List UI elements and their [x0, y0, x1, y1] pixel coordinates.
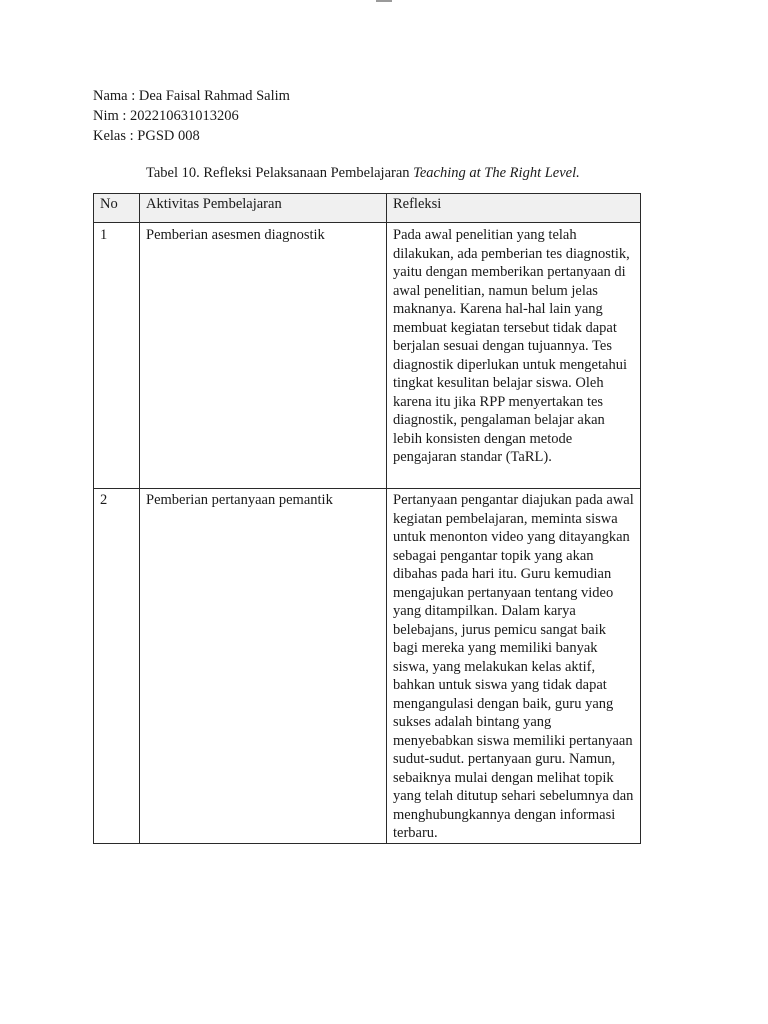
table-caption	[146, 163, 580, 183]
student-name: Nama : Dea Faisal Rahmad Salim	[93, 88, 290, 104]
table-caption-italic: Teaching at The Right Level.	[413, 165, 580, 181]
row-no: 1	[94, 223, 140, 489]
row-aktivitas: Pemberian asesmen diagnostik	[140, 223, 387, 489]
student-nim: Nim : 202210631013206	[93, 108, 239, 124]
table-caption-prefix: Tabel 10. Refleksi Pelaksanaan Pembelajaran	[146, 165, 414, 181]
row-aktivitas: Pemberian pertanyaan pemantik	[140, 489, 387, 844]
row-refleksi: Pertanyaan pengantar diajukan pada awal kegiatan pembelajaran, meminta siswa untuk menonton video yang ditayangkan sebagai pengantar topik yang akan dibahas pada hari itu. Guru kemudian mengajukan pertanyaan tentang video yang ditampilkan. Dalam karya belebajans, jurus pemicu sangat baik bagi mereka yang memiliki banyak siswa, yang melakukan kelas aktif, bahkan untuk siswa yang tidak dapat mengangulasi dengan baik, guru yang sukses adalah bintang yang menyebabkan siswa memiliki pertanyaan sudut-sudut. pertanyaan guru. Namun, sebaiknya mulai dengan melihat topik yang telah ditutup sehari sebelumnya dan menghubungkannya dengan informasi terbaru.	[387, 489, 641, 844]
table-row	[94, 489, 641, 844]
student-identity	[93, 86, 290, 146]
row-refleksi: Pada awal penelitian yang telah dilakukan, ada pemberian tes diagnostik, yaitu dengan memberikan pertanyaan di awal penelitian, namun belum jelas maknanya. Karena hal-hal lain yang membuat kegiatan tersebut tidak dapat berjalan sesuai dengan tujuannya. Tes diagnostik diperlukan untuk mengetahui tingkat kesulitan belajar siswa. Oleh karena itu jika RPP menyertakan tes diagnostik, pengalaman belajar akan lebih konsisten dengan metode pengajaran standar (TaRL).	[387, 223, 641, 489]
table-header-row	[94, 194, 641, 223]
header-refleksi: Refleksi	[387, 194, 641, 223]
header-aktivitas: Aktivitas Pembelajaran	[140, 194, 387, 223]
header-no: No	[94, 194, 140, 223]
student-class: Kelas : PGSD 008	[93, 128, 200, 144]
row-no: 2	[94, 489, 140, 844]
reflection-table	[93, 193, 641, 844]
table-row	[94, 223, 641, 489]
page-top-mark	[376, 0, 392, 2]
